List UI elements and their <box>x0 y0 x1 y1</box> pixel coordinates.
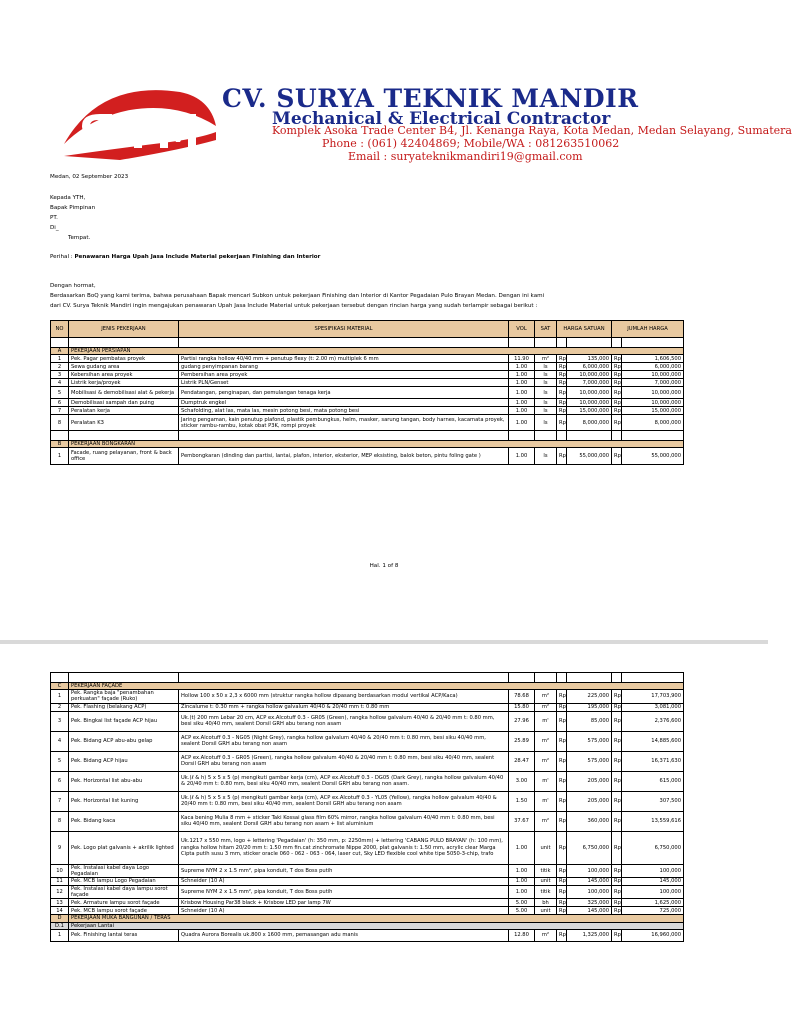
item-vol: 5.00 <box>509 907 535 915</box>
item-unit-price: 325,000 <box>567 899 612 907</box>
item-total: 13,559,616 <box>622 811 684 831</box>
item-total: 17,703,900 <box>622 690 684 703</box>
item-total: 6,750,000 <box>622 831 684 864</box>
item-unit: ls <box>535 415 557 431</box>
item-spec: Jaring pengaman, kain penutup plafond, plastik pembungkus, helm, masker, sarung tangan, body harnes, kacamata proyek, sticker rambu-rambu, kotak obat P3K, rompi proyek <box>179 415 509 431</box>
item-unit-price: 6,750,000 <box>567 831 612 864</box>
item-vol: 1.00 <box>509 864 535 877</box>
item-unit: bh <box>535 899 557 907</box>
currency: Rp <box>557 371 567 379</box>
item-job: Pek. Pagar pembatas proyek <box>69 355 179 363</box>
col-header: HARGA SATUAN <box>557 321 612 338</box>
table-row <box>51 387 684 399</box>
item-spec: Pembersihan area proyek <box>179 371 509 379</box>
item-job: Pek. MCB lampu Logo Pegadaian <box>69 878 179 886</box>
item-unit-price: 195,000 <box>567 703 612 711</box>
item-unit-price: 7,000,000 <box>567 379 612 387</box>
page-2 <box>0 644 768 1024</box>
item-unit: m² <box>535 751 557 771</box>
item-unit: m² <box>535 703 557 711</box>
item-vol: 25.89 <box>509 731 535 751</box>
item-no: 7 <box>51 791 69 811</box>
letter-body-line: dari CV. Surya Teknik Mandiri ingin mengajukan penawaran Upah Jasa Include Material untuk pekerjaan tersebut dengan rincian harga yang sudah terlampir sebagai berikut : <box>50 303 538 309</box>
table-row <box>51 407 684 415</box>
currency: Rp <box>557 690 567 703</box>
table-row <box>51 878 684 886</box>
section-a-body <box>51 338 684 431</box>
currency: Rp <box>612 751 622 771</box>
item-job: Pek. Flashing (belakang ACP) <box>69 703 179 711</box>
item-job: Pek. Logo plat galvanis + akrilik lighted <box>69 831 179 864</box>
col-header: JENIS PEKERJAAN <box>69 321 179 338</box>
currency: Rp <box>612 415 622 431</box>
currency: Rp <box>612 448 622 465</box>
item-unit-price: 360,000 <box>567 811 612 831</box>
item-vol: 1.00 <box>509 399 535 407</box>
item-vol: 1.00 <box>509 831 535 864</box>
item-no: 10 <box>51 864 69 877</box>
table-row <box>51 791 684 811</box>
item-vol: 1.00 <box>509 363 535 371</box>
item-vol: 1.50 <box>509 791 535 811</box>
item-unit-price: 100,000 <box>567 864 612 877</box>
item-no: 7 <box>51 407 69 415</box>
item-vol: 1.00 <box>509 407 535 415</box>
to-line: Di_ <box>50 225 59 231</box>
section-code: B <box>51 441 69 448</box>
to-line: Kepada YTH, <box>50 195 86 201</box>
item-unit: m' <box>535 771 557 791</box>
table-row <box>51 907 684 915</box>
currency: Rp <box>557 791 567 811</box>
item-job: Mobilisasi & demobilisasi alat & pekerja <box>69 387 179 399</box>
item-job: Kebersihan area proyek <box>69 371 179 379</box>
currency: Rp <box>557 703 567 711</box>
item-job: Pek. MCB lampu sorot façade <box>69 907 179 915</box>
item-unit-price: 225,000 <box>567 690 612 703</box>
item-unit: ls <box>535 387 557 399</box>
subsection-header-row <box>51 922 684 929</box>
currency: Rp <box>557 355 567 363</box>
letterhead <box>0 80 792 170</box>
currency: Rp <box>557 407 567 415</box>
currency: Rp <box>612 731 622 751</box>
currency: Rp <box>557 751 567 771</box>
table-row <box>51 886 684 899</box>
table-row <box>51 831 684 864</box>
table-row <box>51 771 684 791</box>
item-total: 10,000,000 <box>622 399 684 407</box>
item-vol: 1.00 <box>509 886 535 899</box>
currency: Rp <box>612 355 622 363</box>
item-no: 2 <box>51 703 69 711</box>
currency: Rp <box>612 407 622 415</box>
item-vol: 1.00 <box>509 878 535 886</box>
to-line: Bapak Pimpinan <box>50 205 96 211</box>
item-unit-price: 10,000,000 <box>567 399 612 407</box>
subsection-code: D.1 <box>51 922 69 929</box>
section-b-body <box>51 431 684 465</box>
table-row <box>51 929 684 941</box>
item-unit-price: 15,000,000 <box>567 407 612 415</box>
table-row <box>51 711 684 731</box>
item-unit: ls <box>535 379 557 387</box>
item-total: 16,960,000 <box>622 929 684 941</box>
item-unit: unit <box>535 831 557 864</box>
item-spec: Dumptruk engkel <box>179 399 509 407</box>
currency: Rp <box>612 899 622 907</box>
company-email: Email : suryateknikmandiri19@gmail.com <box>348 150 583 163</box>
item-vol: 5.00 <box>509 899 535 907</box>
item-total: 307,500 <box>622 791 684 811</box>
col-header: SPESIFIKASI MATERIAL <box>179 321 509 338</box>
item-spec: ACP ex.Alcotuff 0.3 - NG05 (Night Grey), rangka hollow galvalum 40/40 & 20/40 mm t: 0.80 mm, besi siku 40/40 mm, sealent Dorsil GRH abu terang non asam <box>179 731 509 751</box>
item-unit-price: 145,000 <box>567 878 612 886</box>
item-spec: Quadra Aurora Borealis uk.800 x 1600 mm, pemasangan adu manis <box>179 929 509 941</box>
item-no: 8 <box>51 415 69 431</box>
item-total: 10,000,000 <box>622 387 684 399</box>
item-job: Pek. Rangka baja "penambahan perkuatan" façade (Ruko) <box>69 690 179 703</box>
item-job: Facade, ruang pelayanan, front & back office <box>69 448 179 465</box>
item-no: 1 <box>51 448 69 465</box>
currency: Rp <box>612 387 622 399</box>
currency: Rp <box>612 864 622 877</box>
table-row <box>51 371 684 379</box>
item-spec: Schneider (10 A) <box>179 878 509 886</box>
item-job: Pek. Bidang ACP hijau <box>69 751 179 771</box>
item-no: 14 <box>51 907 69 915</box>
item-no: 4 <box>51 731 69 751</box>
item-spec: Krisbow Housing Par38 black + Krisbow LED par lamp 7W <box>179 899 509 907</box>
item-unit: m' <box>535 791 557 811</box>
item-no: 8 <box>51 811 69 831</box>
currency: Rp <box>557 811 567 831</box>
currency: Rp <box>557 731 567 751</box>
currency: Rp <box>557 448 567 465</box>
item-vol: 78.68 <box>509 690 535 703</box>
item-job: Peralatan K3 <box>69 415 179 431</box>
section-code: A <box>51 348 69 355</box>
price-table-page1 <box>50 320 684 465</box>
item-job: Pek. Instalasi kabel daya Logo Pegadaian <box>69 864 179 877</box>
item-job: Pek. Horizontal list kuning <box>69 791 179 811</box>
col-header: NO <box>51 321 69 338</box>
currency: Rp <box>612 703 622 711</box>
item-total: 100,000 <box>622 864 684 877</box>
subsection-title: Pekerjaan Lantai <box>69 922 684 929</box>
currency: Rp <box>612 929 622 941</box>
item-unit-price: 135,000 <box>567 355 612 363</box>
company-phone: Phone : (061) 42404869; Mobile/WA : 081263510062 <box>322 137 620 150</box>
item-total: 100,000 <box>622 886 684 899</box>
item-job: Pek. Armature lampu sorot façade <box>69 899 179 907</box>
item-vol: 1.00 <box>509 379 535 387</box>
letter-date: Medan, 02 September 2023 <box>50 174 129 180</box>
col-header: VOL <box>509 321 535 338</box>
table-row <box>51 731 684 751</box>
item-unit-price: 145,000 <box>567 907 612 915</box>
section-c-body <box>51 673 684 915</box>
item-unit-price: 575,000 <box>567 731 612 751</box>
table-row <box>51 399 684 407</box>
item-unit-price: 100,000 <box>567 886 612 899</box>
section-header-row <box>51 915 684 922</box>
item-no: 13 <box>51 899 69 907</box>
table-row <box>51 379 684 387</box>
item-no: 6 <box>51 771 69 791</box>
item-unit: unit <box>535 878 557 886</box>
item-vol: 12.80 <box>509 929 535 941</box>
section-title: PEKERJAAN BONGKARAN <box>69 441 684 448</box>
spacer-row <box>51 673 684 683</box>
item-unit: titik <box>535 886 557 899</box>
item-total: 16,371,630 <box>622 751 684 771</box>
item-total: 15,000,000 <box>622 407 684 415</box>
currency: Rp <box>612 363 622 371</box>
greeting: Dengan hormat, <box>50 283 96 289</box>
currency: Rp <box>612 399 622 407</box>
item-no: 3 <box>51 711 69 731</box>
col-header: SAT <box>535 321 557 338</box>
item-spec: Partisi rangka hollow 40/40 mm + penutup flexy (t: 2.00 m) multiplek 6 mm <box>179 355 509 363</box>
item-unit: ls <box>535 407 557 415</box>
currency: Rp <box>557 399 567 407</box>
item-vol: 1.00 <box>509 371 535 379</box>
item-job: Peralatan kerja <box>69 407 179 415</box>
item-no: 1 <box>51 355 69 363</box>
item-total: 1,606,500 <box>622 355 684 363</box>
currency: Rp <box>557 711 567 731</box>
currency: Rp <box>557 415 567 431</box>
currency: Rp <box>612 690 622 703</box>
item-unit-price: 1,325,000 <box>567 929 612 941</box>
item-unit: titik <box>535 864 557 877</box>
item-total: 2,376,600 <box>622 711 684 731</box>
currency: Rp <box>557 864 567 877</box>
section-title: PEKERJAAN FAÇADE <box>69 683 684 690</box>
item-unit-price: 205,000 <box>567 771 612 791</box>
item-spec: Pembongkaran (dinding dan partisi, lantai, plafon, interior, eksterior, MEP eksisting, balok beton, pintu foling gate ) <box>179 448 509 465</box>
item-spec: Supreme NYM 2 x 1.5 mm², pipa konduit, T dos Boss putih <box>179 864 509 877</box>
perihal-line <box>50 254 320 260</box>
item-total: 725,000 <box>622 907 684 915</box>
item-unit-price: 575,000 <box>567 751 612 771</box>
item-spec: Schneider (10 A) <box>179 907 509 915</box>
item-no: 2 <box>51 363 69 371</box>
company-logo <box>60 86 218 164</box>
item-total: 7,000,000 <box>622 379 684 387</box>
item-no: 4 <box>51 379 69 387</box>
item-total: 6,000,000 <box>622 363 684 371</box>
item-vol: 1.00 <box>509 448 535 465</box>
item-spec: Kaca bening Mulia 8 mm + sticker Taki Kossai glass film 60% mirror, rangka hollow galvalum 40/40 mm t: 0.80 mm, besi siku 40/40 mm, sealent Dorsil GRH abu terang non asam + list aluminium <box>179 811 509 831</box>
item-unit: m² <box>535 731 557 751</box>
item-unit: ls <box>535 448 557 465</box>
item-unit-price: 6,000,000 <box>567 363 612 371</box>
table-row <box>51 899 684 907</box>
currency: Rp <box>612 831 622 864</box>
item-total: 55,000,000 <box>622 448 684 465</box>
table-header-row <box>51 321 684 338</box>
item-total: 615,000 <box>622 771 684 791</box>
item-unit: ls <box>535 371 557 379</box>
item-no: 5 <box>51 751 69 771</box>
section-code: C <box>51 683 69 690</box>
item-vol: 11.90 <box>509 355 535 363</box>
item-spec: Uk.1217 x 550 mm, logo + lettering 'Pegadaian' (h: 350 mm, p: 2250mm) + lettering 'CABANG PULO BRAYAN' (h: 100 mm), rangka hollow hitam 20/20 mm t: 1.50 mm fin.cat zinchromate Nippe 2000, plat galvanis t: 1.50 mm, acrylic clear Marga Cipta putih susu 3 mm, sticker oracle 060 - 062 - 063 - 064, laser cut, Sky LED flexible cool white tipe 5050-3-chip, trafo <box>179 831 509 864</box>
currency: Rp <box>612 771 622 791</box>
item-job: Pek. Finishing lantai teras <box>69 929 179 941</box>
table-row <box>51 415 684 431</box>
section-code: D <box>51 915 69 922</box>
item-spec: Uk.(t) 200 mm Lebar 20 cm, ACP ex.Alcotuff 0.3 - GR05 (Green), rangka hollow galvalum 40/40 & 20/40 mm t: 0.80 mm, besi siku 40/40 mm, sealent Dorsil GRH abu terang non asam <box>179 711 509 731</box>
currency: Rp <box>557 899 567 907</box>
item-no: 1 <box>51 690 69 703</box>
letter-body-line: Berdasarkan BoQ yang kami terima, bahwa perusahaan Bapak mencari Subkon untuk pekerjaan Finishing dan Interior di Kantor Pegadaian Pulo Brayan Medan. Dengan ini kami <box>50 293 545 299</box>
item-total: 8,000,000 <box>622 415 684 431</box>
table-row <box>51 864 684 877</box>
item-unit: m² <box>535 929 557 941</box>
to-line: PT. <box>50 215 58 221</box>
item-job: Listrik kerja/proyek <box>69 379 179 387</box>
currency: Rp <box>612 878 622 886</box>
table-row <box>51 355 684 363</box>
item-unit-price: 8,000,000 <box>567 415 612 431</box>
item-vol: 3.00 <box>509 771 535 791</box>
currency: Rp <box>612 811 622 831</box>
section-title: PEKERJAAN PERSIAPAN <box>69 348 684 355</box>
item-total: 3,081,000 <box>622 703 684 711</box>
spacer-row <box>51 338 684 348</box>
item-unit: ls <box>535 399 557 407</box>
currency: Rp <box>557 379 567 387</box>
page-number: Hal. 1 of 8 <box>369 563 399 569</box>
item-unit: ls <box>535 363 557 371</box>
col-header: JUMLAH HARGA <box>612 321 684 338</box>
currency: Rp <box>612 711 622 731</box>
item-total: 145,000 <box>622 878 684 886</box>
item-vol: 37.67 <box>509 811 535 831</box>
table-row <box>51 363 684 371</box>
item-spec: Uk.(ℓ & h) 5 x 5 x 5 (p) mengikuti gambar kerja (cm), ACP ex.Alcotuff 0.3 - YL05 (Yellow), rangka hollow galvalum 40/40 & 20/40 mm t: 0.80 mm, besi siku 40/40 mm, sealent Dorsil GRH abu terang non asam <box>179 791 509 811</box>
perihal-label: Perihal : <box>50 254 73 260</box>
item-job: Pek. Bidang kaca <box>69 811 179 831</box>
item-total: 1,625,000 <box>622 899 684 907</box>
item-unit: m² <box>535 355 557 363</box>
item-spec: ACP ex.Alcotuff 0.3 - GR05 (Green), rangka hollow galvalum 40/40 & 20/40 mm t: 0.80 mm, besi siku 40/40 mm, sealent Dorsil GRH abu terang non asam <box>179 751 509 771</box>
item-no: 5 <box>51 387 69 399</box>
item-no: 11 <box>51 878 69 886</box>
item-vol: 1.00 <box>509 387 535 399</box>
perihal-text: Penawaran Harga Upah Jasa Include Material pekerjaan Finishing dan Interior <box>74 254 321 260</box>
table-row <box>51 690 684 703</box>
currency: Rp <box>612 791 622 811</box>
item-total: 14,885,600 <box>622 731 684 751</box>
item-unit: m' <box>535 711 557 731</box>
table-row <box>51 703 684 711</box>
currency: Rp <box>612 379 622 387</box>
item-spec: Listrik PLN/Genset <box>179 379 509 387</box>
currency: Rp <box>557 771 567 791</box>
table-row <box>51 751 684 771</box>
section-header-row <box>51 441 684 448</box>
table-row <box>51 448 684 465</box>
currency: Rp <box>557 831 567 864</box>
item-job: Pek. Bidang ACP abu-abu gelap <box>69 731 179 751</box>
item-spec: gudang penyimpanan barang <box>179 363 509 371</box>
company-name: CV. SURYA TEKNIK MANDIR <box>222 84 639 113</box>
currency: Rp <box>557 363 567 371</box>
item-unit: m² <box>535 811 557 831</box>
tempat: Tempat. <box>68 235 91 241</box>
currency: Rp <box>612 886 622 899</box>
item-no: 12 <box>51 886 69 899</box>
item-unit-price: 10,000,000 <box>567 371 612 379</box>
item-job: Pek. Bingkai list façade ACP hijau <box>69 711 179 731</box>
item-no: 3 <box>51 371 69 379</box>
table-row <box>51 811 684 831</box>
item-spec: Uk.(ℓ & h) 5 x 5 x 5 (p) mengikuti gambar kerja (cm), ACP ex.Alcotuff 0.3 - DG05 (Dark Grey), rangka hollow galvalum 40/40 & 20/40 mm t: 0.80 mm, besi siku 40/40 mm, sealent Dorsil GRH abu terang non asam. <box>179 771 509 791</box>
company-subtitle: Mechanical & Electrical Contractor <box>272 109 611 129</box>
item-no: 9 <box>51 831 69 864</box>
item-vol: 28.47 <box>509 751 535 771</box>
item-job: Pek. Horizontal list abu-abu <box>69 771 179 791</box>
section-header-row <box>51 683 684 690</box>
currency: Rp <box>557 878 567 886</box>
currency: Rp <box>557 387 567 399</box>
item-unit: unit <box>535 907 557 915</box>
currency: Rp <box>612 371 622 379</box>
price-table-page2 <box>50 672 684 942</box>
item-vol: 27.96 <box>509 711 535 731</box>
item-unit-price: 55,000,000 <box>567 448 612 465</box>
item-total: 10,000,000 <box>622 371 684 379</box>
item-job: Pek. Instalasi kabel daya lampu sorot façade <box>69 886 179 899</box>
spacer-row <box>51 431 684 441</box>
company-address: Komplek Asoka Trade Center B4, Jl. Kenanga Raya, Kota Medan, Medan Selayang, Sumatera <box>272 124 792 137</box>
item-spec: Zincalume t: 0.30 mm + rangka hollow galvalum 40/40 & 20/40 mm t: 0.80 mm <box>179 703 509 711</box>
item-spec: Supreme NYM 2 x 1.5 mm², pipa konduit, T dos Boss putih <box>179 886 509 899</box>
item-spec: Schafolding, alat las, mata las, mesin potong besi, mata potong besi <box>179 407 509 415</box>
item-job: Demobilisasi sampah dan puing <box>69 399 179 407</box>
item-no: 6 <box>51 399 69 407</box>
currency: Rp <box>612 907 622 915</box>
section-title: PEKERJAAN MUKA BANGUNAN / TERAS <box>69 915 684 922</box>
currency: Rp <box>557 929 567 941</box>
item-no: 1 <box>51 929 69 941</box>
item-job: Sewa gudang area <box>69 363 179 371</box>
item-unit: m² <box>535 690 557 703</box>
currency: Rp <box>557 886 567 899</box>
item-unit-price: 85,000 <box>567 711 612 731</box>
item-vol: 15.80 <box>509 703 535 711</box>
section-d-body <box>51 915 684 941</box>
section-header-row <box>51 348 684 355</box>
item-unit-price: 10,000,000 <box>567 387 612 399</box>
item-unit-price: 205,000 <box>567 791 612 811</box>
currency: Rp <box>557 907 567 915</box>
item-spec: Pendatangan, penginapan, dan pemulangan tenaga kerja <box>179 387 509 399</box>
item-vol: 1.00 <box>509 415 535 431</box>
item-spec: Hollow 100 x 50 x 2,3 x 6000 mm (struktur rangka hollow dipasang berdasarkan modul vertikal ACP/Kaca) <box>179 690 509 703</box>
